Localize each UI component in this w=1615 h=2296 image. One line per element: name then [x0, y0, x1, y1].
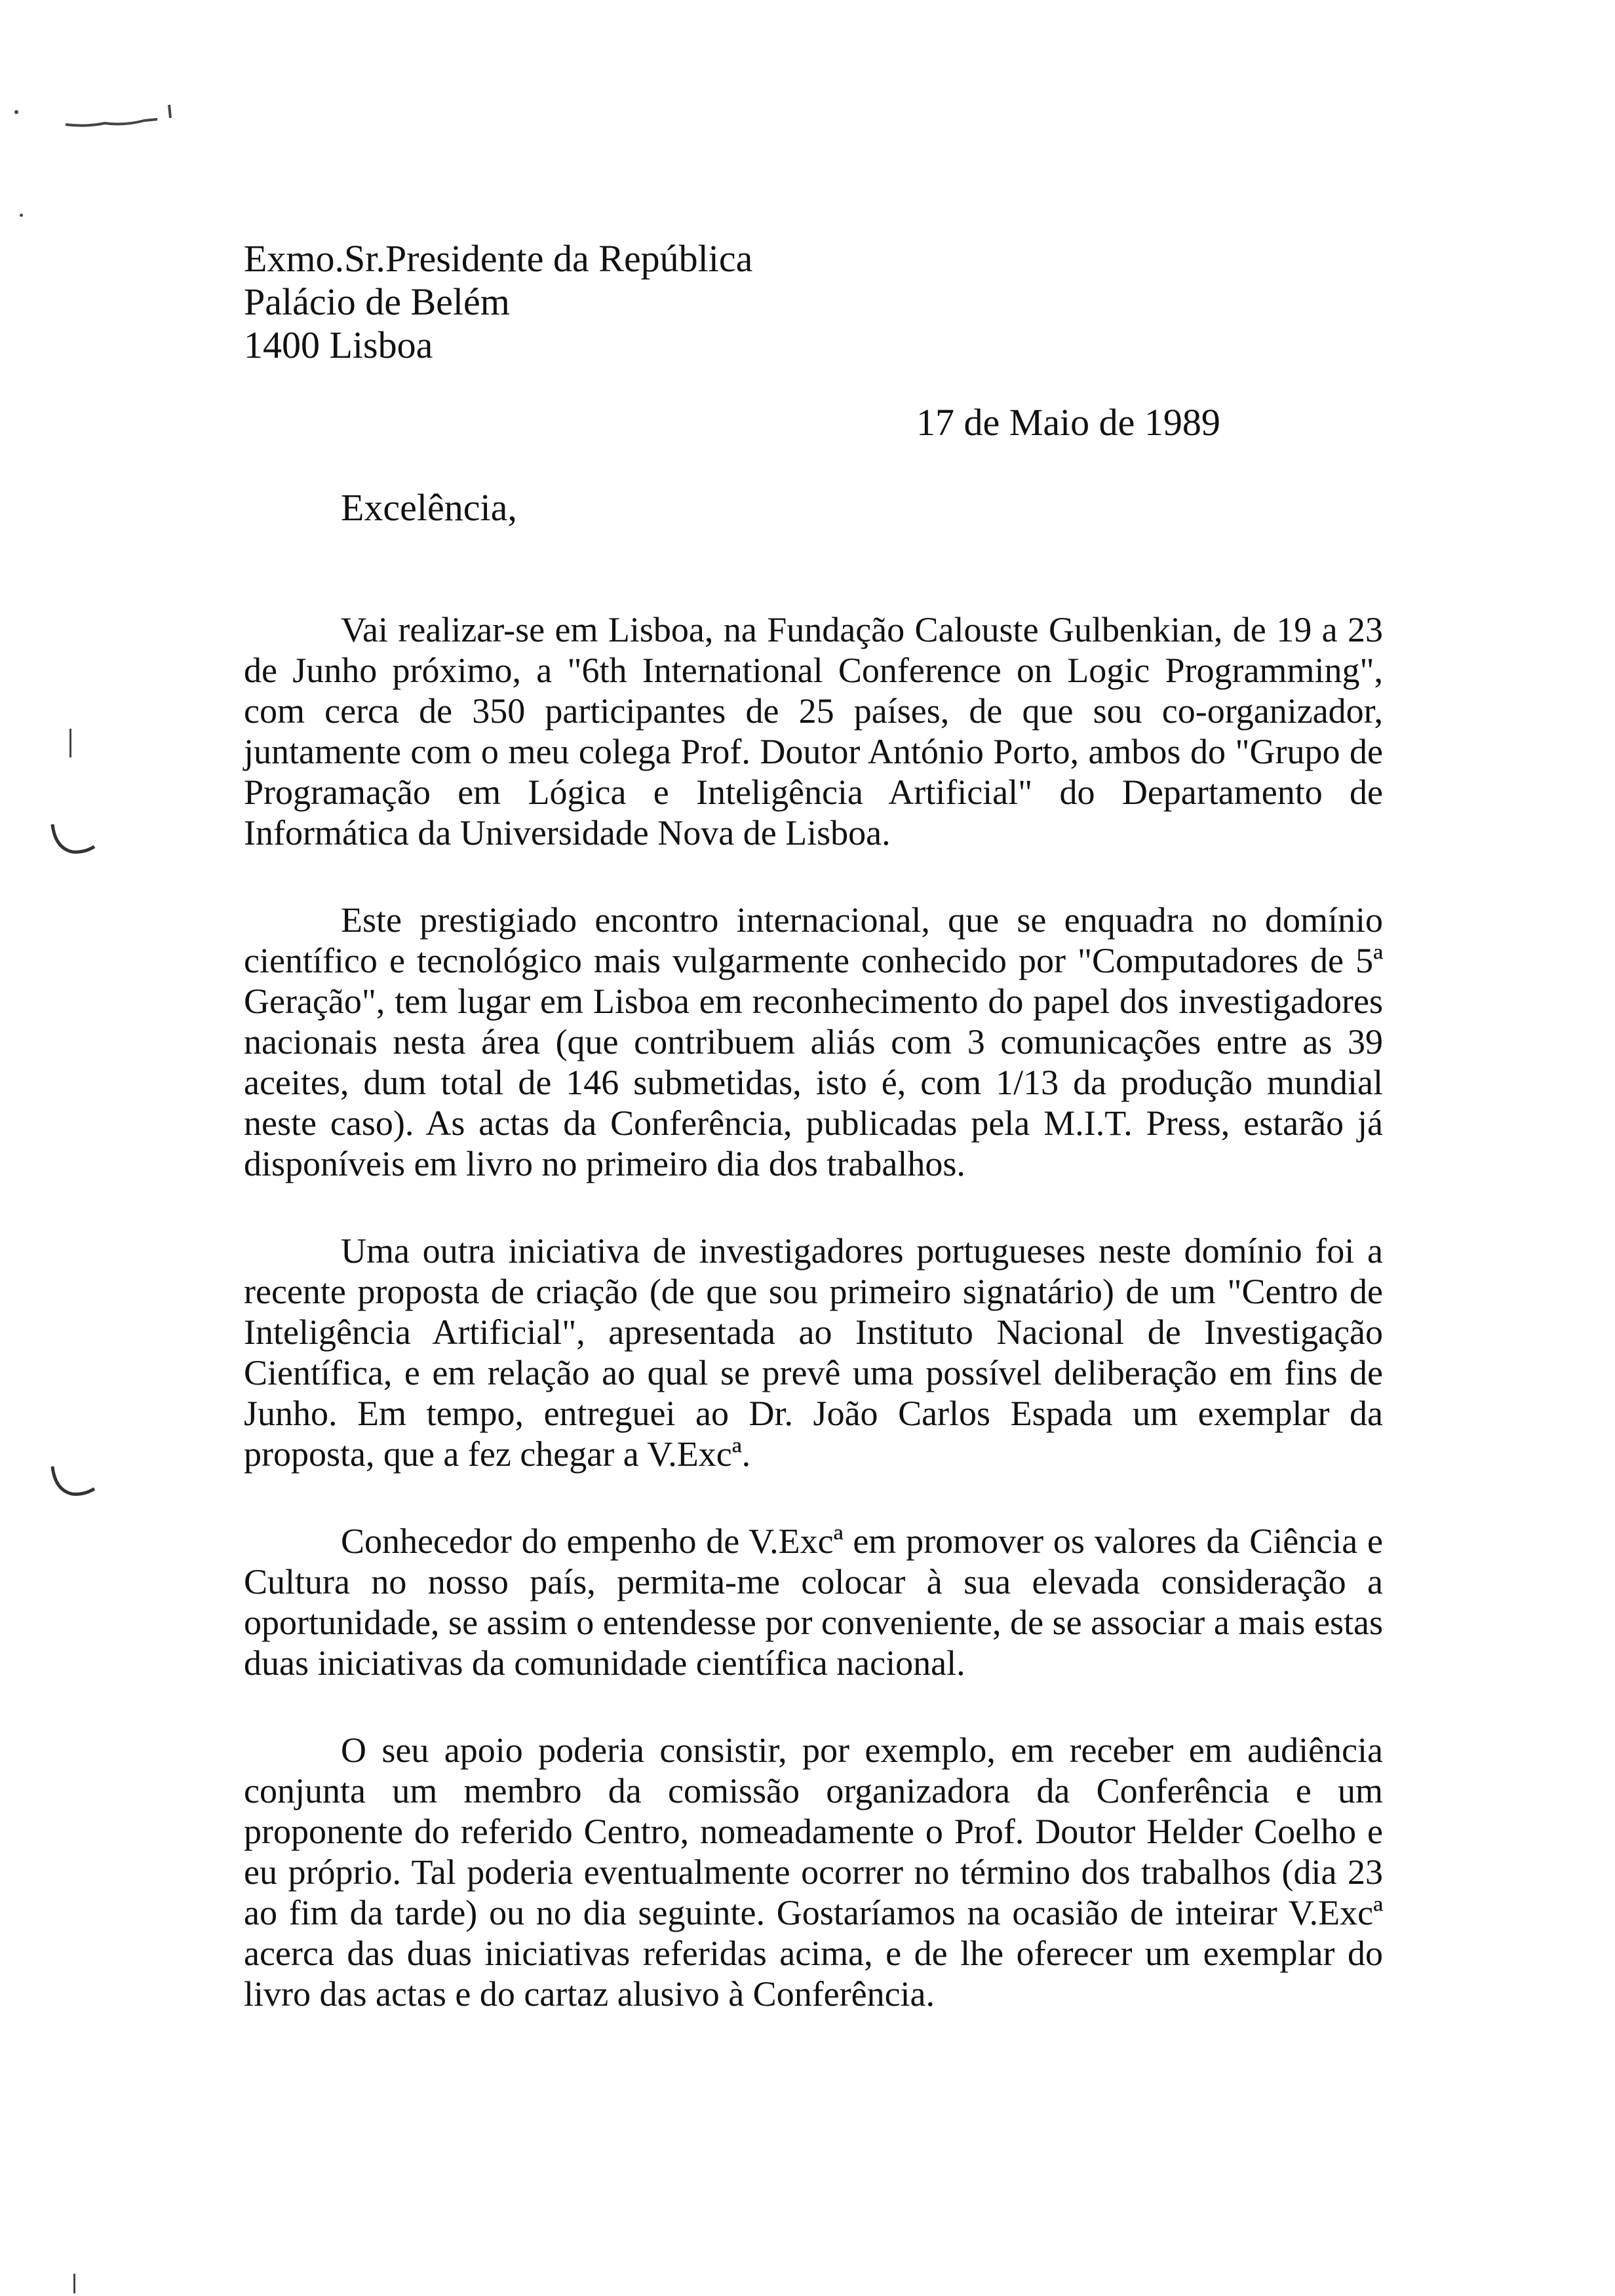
scan-dot [20, 214, 23, 217]
recipient-address [244, 237, 752, 367]
paragraph: Conhecedor do empenho de V.Excª em promover os valores da Ciência e Cultura no nosso país, permita-me colocar à sua elevada consideração a oportunidade, se assim o entendesse por conveniente, de se associar a mais estas duas iniciativas da comunidade científica nacional. [244, 1521, 1383, 1683]
scan-dot [73, 2274, 75, 2293]
address-line: 1400 Lisboa [244, 324, 433, 366]
letter-date: 17 de Maio de 1989 [916, 401, 1220, 444]
scan-dot [14, 110, 18, 114]
margin-line [69, 729, 71, 757]
hole-punch-mark [46, 818, 98, 870]
letter-body [244, 609, 1383, 2061]
paragraph: Vai realizar-se em Lisboa, na Fundação Calouste Gulbenkian, de 19 a 23 de Junho próximo, a "6th International Conference on Logic Programming", com cerca de 350 participantes de 25 países, de que sou co-organizador, juntamente com o meu colega Prof. Doutor António Porto, ambos do "Grupo de Programação em Lógica e Inteligência Artificial" do Departamento de Informática da Universidade Nova de Lisboa. [244, 610, 1383, 852]
salutation: Excelência, [341, 486, 517, 529]
paragraph: Uma outra iniciativa de investigadores portugueses neste domínio foi a recente proposta de criação (de que sou primeiro signatário) de um "Centro de Inteligência Artificial", apresentada ao Instituto Nacional de Investigação Científica, e em relação ao qual se prevê uma possível deliberação em fins de Junho. Em tempo, entreguei ao Dr. João Carlos Espada um exemplar da proposta, que a fez chegar a V.Excª. [244, 1231, 1383, 1474]
paragraph: O seu apoio poderia consistir, por exemplo, em receber em audiência conjunta um membro da comissão organizadora da Conferência e um proponente do referido Centro, nomeadamente o Prof. Doutor Helder Coelho e eu próprio. Tal poderia eventualmente ocorrer no término dos trabalhos (dia 23 ao fim da tarde) ou no dia seguinte. Gostaríamos na ocasião de inteirar V.Excª acerca das duas iniciativas referidas acima, e de lhe oferecer um exemplar do livro das actas e do cartaz alusivo à Conferência. [244, 1731, 1383, 2014]
paragraph: Este prestigiado encontro internacional, que se enquadra no domínio científico e tecnológico mais vulgarmente conhecido por "Computadores de 5ª Geração", tem lugar em Lisboa em reconhecimento do papel dos investigadores nacionais nesta área (que contribuem aliás com 3 comunicações entre as 39 aceites, dum total de 146 submetidas, isto é, com 1/13 da produção mundial neste caso). As actas da Conferência, publicadas pela M.I.T. Press, estarão já disponíveis em livro no primeiro dia dos trabalhos. [244, 900, 1383, 1183]
address-line: Palácio de Belém [244, 280, 510, 323]
hole-punch-mark [46, 1460, 98, 1512]
scribble-mark [59, 98, 184, 138]
address-line: Exmo.Sr.Presidente da República [244, 237, 753, 280]
